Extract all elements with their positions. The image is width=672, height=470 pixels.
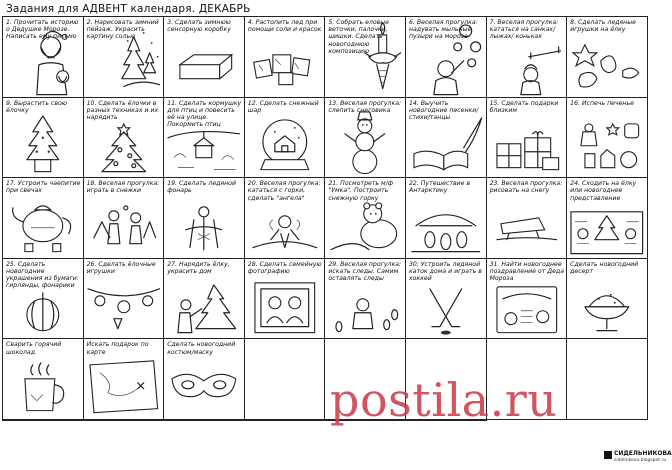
brand-mark [604,450,672,468]
cell-caption: 18. Веселая прогулка: играть в снежки [86,180,160,195]
calendar-cell [325,178,406,259]
calendar-cell-empty [164,420,245,421]
calendar-cell [325,259,406,340]
calendar-cell-empty [245,339,326,420]
brand-url: sidelnikova.blogspot.ru [614,458,667,463]
calendar-cell [487,178,568,259]
calendar-cell [245,178,326,259]
calendar-cell-empty [487,339,568,420]
page-title: Задания для АДВЕНТ календаря. ДЕКАБРЬ [6,3,251,15]
advent-calendar-grid [2,16,648,421]
cell-caption: 22. Путешествие в Антарктику [408,180,471,195]
calendar-cell [245,259,326,340]
calendar-cell-empty [406,339,487,420]
calendar-cell [325,98,406,179]
calendar-cell-empty [567,339,648,420]
cell-caption: 24. Сходить на ёлку или новогоднее представление [570,180,637,202]
calendar-cell [84,339,165,420]
calendar-cell [406,17,487,98]
calendar-cell [164,339,245,420]
calendar-cell [84,17,165,98]
calendar-cell [164,259,245,340]
calendar-cell-empty [325,339,406,420]
cell-caption: 31. Найти новогоднее поздравление от Деда Мороза [489,260,564,283]
cell-caption: Искать подарок по карте [86,341,149,356]
cell-caption: 16. Испечь печенье [570,99,634,107]
calendar-cell [406,98,487,179]
calendar-cell [567,98,648,179]
calendar-cell [567,17,648,98]
calendar-cell [3,259,84,340]
cell-caption: Сварить горячий шоколад [6,341,62,356]
calendar-cell [487,98,568,179]
cell-caption: 13. Веселая прогулка: слепить снеговика [328,99,402,114]
cell-caption: 29. Веселая прогулка: искать следы. Самим оставлять следы [328,260,402,283]
calendar-cell [487,259,568,340]
calendar-cell-empty [325,420,406,421]
cell-caption: 15. Сделать подарки близким [489,99,559,114]
brand-logo [604,451,612,459]
calendar-cell [406,178,487,259]
calendar-cell [325,17,406,98]
cell-caption: 7. Веселая прогулка: кататься на санках/ лыжах/ коньках [489,19,559,41]
calendar-cell-empty [245,420,326,421]
calendar-cell [164,17,245,98]
calendar-cell [3,17,84,98]
calendar-cell [567,178,648,259]
cell-caption: 23. Веселая прогулка: рисовать на снегу [489,180,563,195]
cell-caption: 1. Прочитать историю о Дедушке Морозе. Написать ему письмо [6,19,79,41]
calendar-cell [3,98,84,179]
brand-name: СИДЕЛЬНИКОВА [614,450,672,457]
calendar-cell [406,259,487,340]
watermark: postila.ru [330,373,558,427]
cell-caption: 25. Сделать новогодние украшения из бумаги: гирлянды, фонарики [6,260,79,290]
cell-caption: 26. Сделать ёлочные игрушки [86,260,156,275]
cell-caption: 9. Вырастить свою ёлочку [6,99,68,114]
cell-caption: 19. Сделать ледяной фонарь [167,180,236,195]
cell-caption: 30. Устроить ледяной каток дома и играть в хоккей [408,260,482,283]
calendar-cell [245,98,326,179]
calendar-cell [84,178,165,259]
calendar-cell-empty [84,420,165,421]
calendar-cell [245,17,326,98]
calendar-cell [84,259,165,340]
cell-caption: 4. Растопить лед при помощи соли и красок [247,19,322,34]
calendar-cell [487,17,568,98]
cell-caption: 28. Сделать семейную фотографию [247,260,322,275]
cookies-icon [567,98,647,178]
calendar-cell [3,339,84,420]
cell-caption: 6. Веселая прогулка: надувать мыльные пузыри на морозе [408,19,478,41]
cell-caption: 12. Сделать снежный шар [247,99,319,114]
calendar-cell [567,259,648,340]
cell-caption: 3. Сделать зимнюю сенсорную коробку [167,19,231,34]
cell-caption: 21. Посмотреть м/ф "Умка". Построить снежную горку [328,180,394,202]
calendar-cell-empty [3,420,84,421]
cell-caption: 2. Нарисовать зимний пейзаж. Украсить картину солью [86,19,159,41]
cell-caption: 14. Выучить новогодние песенки/стихи/танцы [408,99,479,121]
calendar-cell [84,98,165,179]
cell-caption: 5. Собрать еловые веточки, палочки, шишки. Сделать новогоднюю композицию [328,19,389,55]
calendar-cell-empty [406,420,487,421]
cell-caption: 17. Устроить чаепитие при свечах [6,180,81,195]
cell-caption: Сделать новогодний костюм/маску [167,341,236,356]
cell-caption: Сделать новогодний десерт [570,260,639,275]
cell-caption: 20. Веселая прогулка: кататься с горки, сделать "ангела" [247,180,321,202]
calendar-cell [3,178,84,259]
cell-caption: 8. Сделать ледяные игрушки на ёлку [570,19,636,34]
cell-caption: 27. Нарядить ёлку, украсить дом [167,260,230,275]
calendar-cell [164,178,245,259]
cell-caption: 10. Сделать ёлочки в разных техниках и их нарядить [86,99,159,121]
calendar-cell [164,98,245,179]
cell-caption: 11. Сделать кормушку для птиц и повесить её на улице. Покормить птиц [167,99,242,129]
